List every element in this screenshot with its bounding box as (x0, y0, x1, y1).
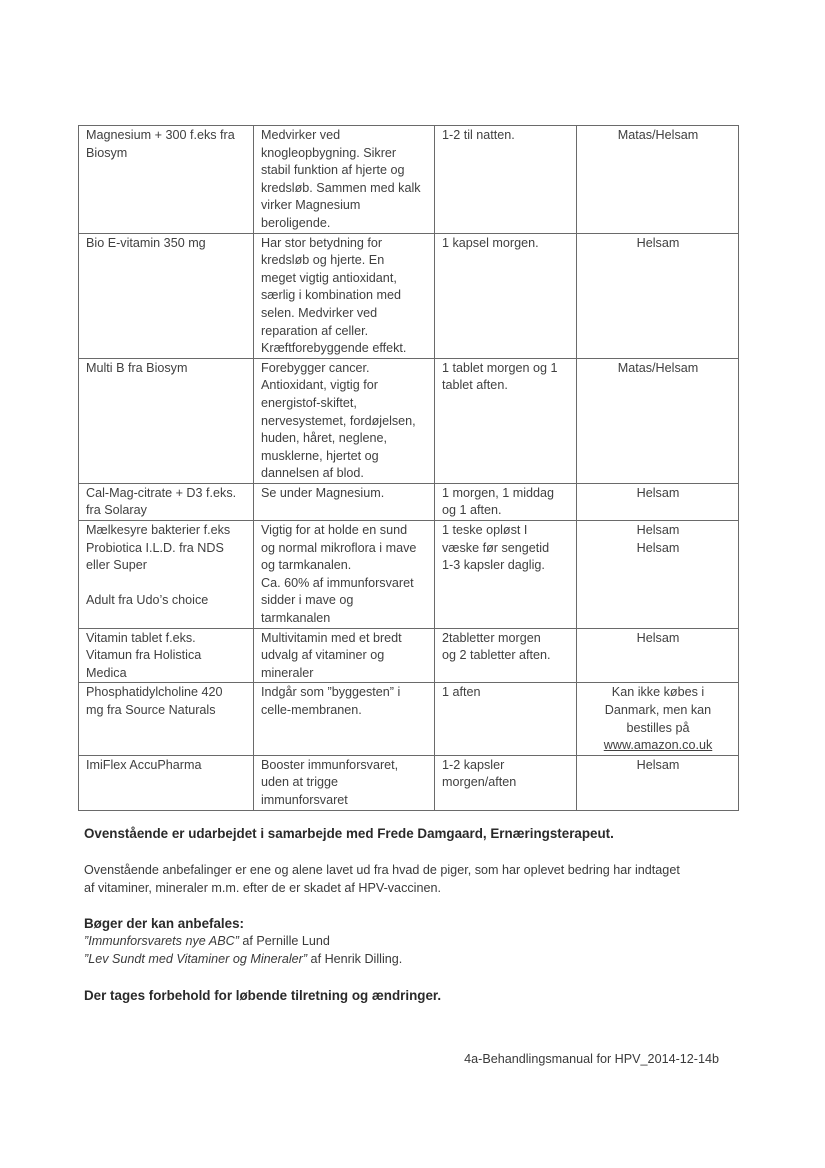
dosage-cell-line: 1-2 til natten. (442, 128, 515, 142)
book-2 (84, 951, 744, 969)
effect-cell (254, 683, 435, 755)
table-row (79, 126, 739, 234)
product-cell-line: Mælkesyre bakterier f.eks (86, 523, 231, 538)
dosage-cell (435, 126, 577, 234)
dosage-cell-line: 1 aften (442, 685, 481, 700)
disclaimer-line-2: af vitaminer, mineraler m.m. efter de er skadet af HPV-vaccinen. (84, 881, 441, 895)
product-cell (79, 628, 254, 683)
product-cell-line: Medica (86, 665, 127, 680)
product-cell (79, 483, 254, 520)
dosage-cell (435, 233, 577, 358)
effect-cell-line: immunforsvaret (261, 792, 348, 807)
product-cell-line: mg fra Source Naturals (86, 703, 216, 717)
effect-cell-line: tarmkanalen (261, 611, 331, 626)
book-2-author: af Henrik Dilling. (307, 952, 403, 966)
dosage-cell (435, 755, 577, 810)
effect-cell-line: knogleopbygning. Sikrer (261, 145, 397, 160)
retailer-cell-line: Matas/Helsam (617, 128, 699, 142)
product-cell-line: Bio E-vitamin 350 mg (86, 235, 206, 250)
book-2-title: ”Lev Sundt med Vitaminer og Mineraler” (84, 952, 308, 966)
retailer-cell (577, 126, 739, 234)
supplement-table-body (79, 126, 739, 811)
product-cell-line: Vitamun fra Holistica (86, 648, 202, 663)
dosage-cell (435, 483, 577, 520)
effect-cell-line: meget vigtig antioxidant, (261, 270, 397, 285)
retailer-cell (577, 628, 739, 683)
retailer-cell (577, 233, 739, 358)
dosage-cell (435, 628, 577, 683)
dosage-cell (435, 521, 577, 629)
retailer-cell-line: Helsam (636, 523, 680, 538)
product-cell-line: Vitamin tablet f.eks. (86, 630, 196, 645)
dosage-cell-line: tablet aften. (442, 378, 508, 393)
retailer-cell-line: Helsam (636, 540, 680, 555)
effect-cell-line: Kræftforebyggende effekt. (261, 341, 407, 356)
book-1-author: af Pernille Lund (238, 934, 330, 948)
product-cell-line: fra Solaray (86, 503, 147, 518)
dosage-cell-line: og 2 tabletter aften. (442, 648, 551, 663)
effect-cell (254, 126, 435, 234)
page-footer: 4a-Behandlingsmanual for HPV_2014-12-14b (464, 1052, 719, 1066)
effect-cell-line: kredsløb og hjerte. En (261, 253, 385, 268)
effect-cell-line: kredsløb. Sammen med kalk (261, 180, 421, 195)
retailer-cell (577, 683, 739, 755)
product-cell (79, 126, 254, 234)
table-row (79, 521, 739, 629)
effect-cell-line: Antioxidant, vigtig for (261, 378, 378, 393)
product-cell-line: Probiotica I.L.D. fra NDS (86, 540, 224, 555)
effect-cell-line: nervesystemet, fordøjelsen, (261, 413, 416, 428)
product-cell (79, 521, 254, 629)
dosage-cell-line: 1 tablet morgen og 1 (442, 360, 558, 375)
reservation-note: Der tages forbehold for løbende tilretning og ændringer. (84, 988, 442, 1003)
dosage-cell-line: 1 teske opløst I (442, 523, 528, 538)
book-1-title: ”Immunforsvarets nye ABC” (84, 934, 239, 948)
effect-cell-line: sidder i mave og (261, 593, 354, 608)
effect-cell-line: stabil funktion af hjerte og (261, 163, 405, 178)
effect-cell-line: beroligende. (261, 215, 331, 230)
product-cell-line: Multi B fra Biosym (86, 360, 188, 375)
dosage-cell (435, 358, 577, 483)
table-row (79, 755, 739, 810)
product-cell-line: Adult fra Udo’s choice (86, 593, 209, 608)
effect-cell-line: Multivitamin med et bredt (261, 630, 402, 645)
table-row (79, 483, 739, 520)
effect-cell-line: Indgår som ”byggesten” i (261, 685, 401, 700)
retailer-cell (577, 521, 739, 629)
dosage-cell-line: og 1 aften. (442, 503, 502, 518)
effect-cell-line: Forebygger cancer. (261, 360, 370, 375)
dosage-cell (435, 683, 577, 755)
effect-cell-line: celle-membranen. (261, 703, 362, 717)
effect-cell (254, 233, 435, 358)
product-cell (79, 358, 254, 483)
table-row (79, 683, 739, 755)
retailer-cell-line: bestilles på (626, 720, 690, 735)
effect-cell (254, 755, 435, 810)
effect-cell (254, 483, 435, 520)
effect-cell-line: Se under Magnesium. (261, 485, 385, 500)
effect-cell (254, 628, 435, 683)
effect-cell-line: virker Magnesium (261, 198, 361, 213)
product-cell-line: ImiFlex AccuPharma (86, 757, 202, 772)
supplement-table (78, 125, 739, 811)
table-row (79, 233, 739, 358)
effect-cell-line: udvalg af vitaminer og (261, 648, 385, 663)
effect-cell-line: Medvirker ved (261, 128, 341, 142)
retailer-cell-line: Helsam (636, 485, 680, 500)
product-cell (79, 233, 254, 358)
dosage-cell-line: 1-3 kapsler daglig. (442, 558, 545, 573)
table-row (79, 358, 739, 483)
effect-cell-line: musklerne, hjertet og (261, 448, 379, 463)
product-cell (79, 683, 254, 755)
effect-cell-line: dannelsen af blod. (261, 466, 364, 481)
effect-cell-line: Har stor betydning for (261, 235, 383, 250)
book-1 (84, 933, 744, 951)
retailer-cell-line: Danmark, men kan (604, 703, 712, 717)
retailer-cell (577, 755, 739, 810)
product-cell-line: eller Super (86, 558, 147, 573)
retailer-cell-line: Helsam (636, 235, 680, 250)
table-row (79, 628, 739, 683)
dosage-cell-line: væske før sengetid (442, 540, 550, 555)
retailer-cell (577, 483, 739, 520)
effect-cell-line: selen. Medvirker ved (261, 305, 378, 320)
effect-cell-line: huden, håret, neglene, (261, 431, 388, 446)
credit-statement: Ovenstående er udarbejdet i samarbejde med Frede Damgaard, Ernæringsterapeut. (84, 826, 614, 841)
effect-cell-line: energistof-skiftet, (261, 395, 357, 410)
disclaimer-line-1: Ovenstående anbefalinger er ene og alene lavet ud fra hvad de piger, som har oplevet bedring har indtaget (84, 863, 680, 877)
product-cell-line: Magnesium + 300 f.eks fra (86, 128, 235, 142)
product-cell-line: Cal-Mag-citrate + D3 f.eks. (86, 485, 237, 500)
product-cell-line: Phosphatidylcholine 420 (86, 685, 223, 700)
effect-cell-line: Vigtig for at holde en sund (261, 523, 408, 538)
dosage-cell-line: 1 morgen, 1 middag (442, 485, 555, 500)
amazon-link[interactable]: www.amazon.co.uk (603, 738, 713, 753)
product-cell-line (86, 575, 247, 593)
effect-cell-line: reparation af celler. (261, 323, 369, 338)
effect-cell-line: uden at trigge (261, 775, 339, 790)
effect-cell-line: og tarmkanalen. (261, 558, 352, 573)
retailer-cell-line: Matas/Helsam (617, 360, 699, 375)
product-cell (79, 755, 254, 810)
retailer-cell-line: Kan ikke købes i (611, 685, 705, 700)
effect-cell-line: Ca. 60% af immunforsvaret (261, 575, 414, 590)
effect-cell (254, 521, 435, 629)
dosage-cell-line: 1-2 kapsler (442, 757, 505, 772)
dosage-cell-line: morgen/aften (442, 775, 517, 790)
dosage-cell-line: 1 kapsel morgen. (442, 235, 539, 250)
effect-cell-line: og normal mikroflora i mave (261, 540, 417, 555)
effect-cell-line: Booster immunforsvaret, (261, 757, 399, 772)
retailer-cell (577, 358, 739, 483)
effect-cell (254, 358, 435, 483)
effect-cell-line: mineraler (261, 665, 314, 680)
product-cell-line: Biosym (86, 145, 128, 160)
retailer-cell-line: Helsam (636, 630, 680, 645)
effect-cell-line: særlig i kombination med (261, 288, 401, 303)
retailer-cell-line: Helsam (636, 757, 680, 772)
dosage-cell-line: 2tabletter morgen (442, 630, 541, 645)
books-heading: Bøger der kan anbefales: (84, 916, 244, 931)
